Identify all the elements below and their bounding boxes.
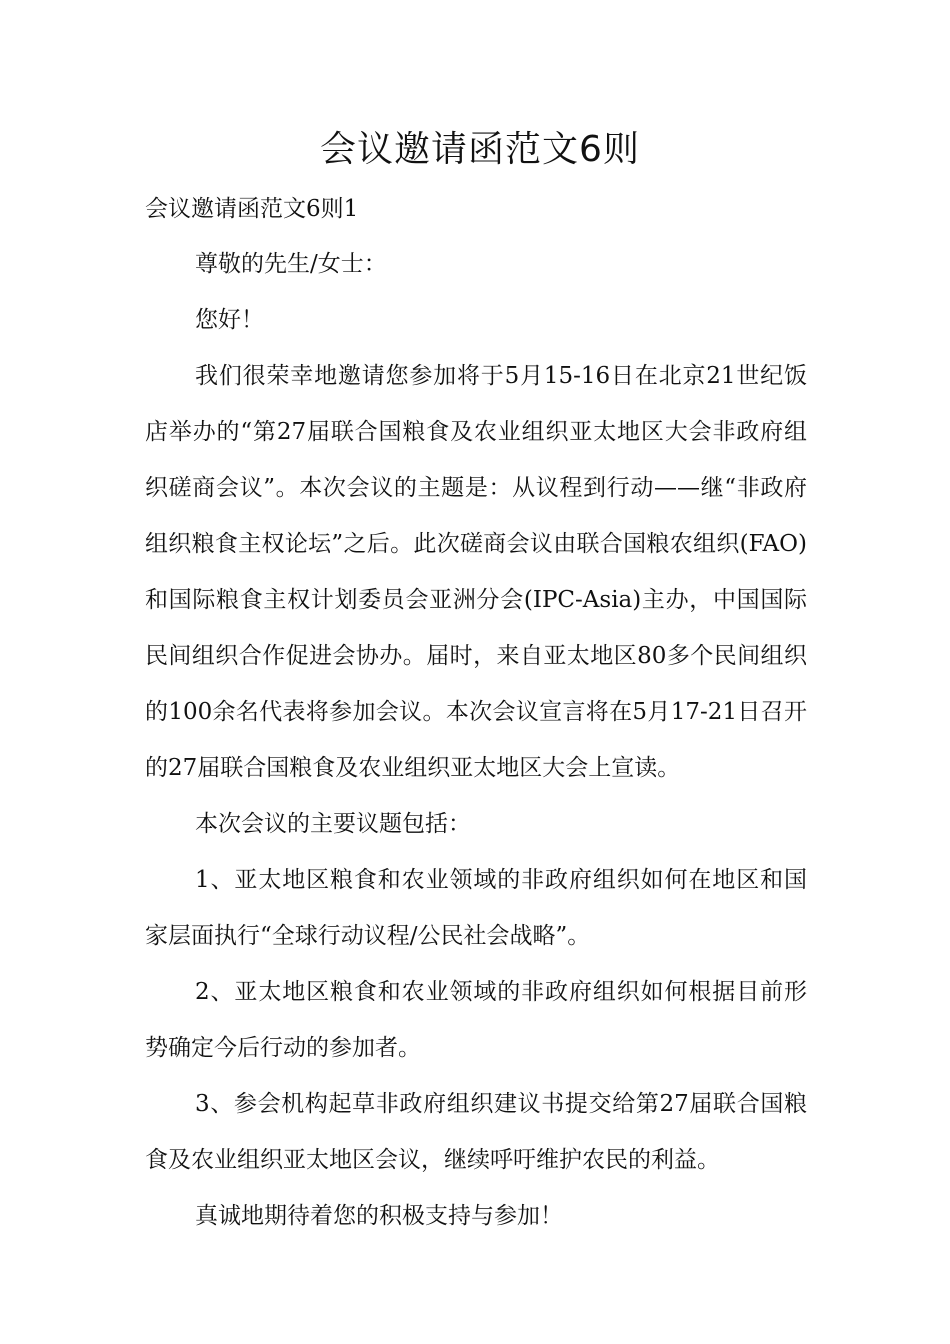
salutation: 尊敬的先生/女士：	[195, 251, 387, 277]
intro-paragraph: 我们很荣幸地邀请您参加将于5月15-16日在北京21世纪饭店举办的“第27届联合国粮食及农业组织亚太地区大会非政府组织磋商会议”。本次会议的主题是：从议程到行动——继“非政府组织粮食主权论坛”之后。此次磋商会议由联合国粮农组织(FAO)和国际粮食主权计划委员会亚洲分会(IPC-Asia)主办，中国国际民间组织合作促进会协办。届时，来自亚太地区80多个民间组织的100余名代表将参加会议。本次会议宣言将在5月17-21日召开的27届联合国粮食及农业组织亚太地区大会上宣读。	[145, 363, 807, 781]
closing-line: 真诚地期待着您的积极支持与参加！	[195, 1203, 563, 1229]
greeting: 您好！	[195, 307, 264, 333]
section-subheading: 会议邀请函范文6则1	[145, 196, 359, 222]
document-title: 会议邀请函范文6则	[320, 129, 640, 170]
topic-item-1: 1、亚太地区粮食和农业领域的非政府组织如何在地区和国家层面执行“全球行动议程/公民社会战略”。	[145, 867, 807, 949]
topic-item-3: 3、参会机构起草非政府组织建议书提交给第27届联合国粮食及农业组织亚太地区会议，继续呼吁维护农民的利益。	[145, 1091, 807, 1173]
topics-intro: 本次会议的主要议题包括：	[195, 811, 471, 837]
topic-item-2: 2、亚太地区粮食和农业领域的非政府组织如何根据目前形势确定今后行动的参加者。	[145, 979, 807, 1061]
